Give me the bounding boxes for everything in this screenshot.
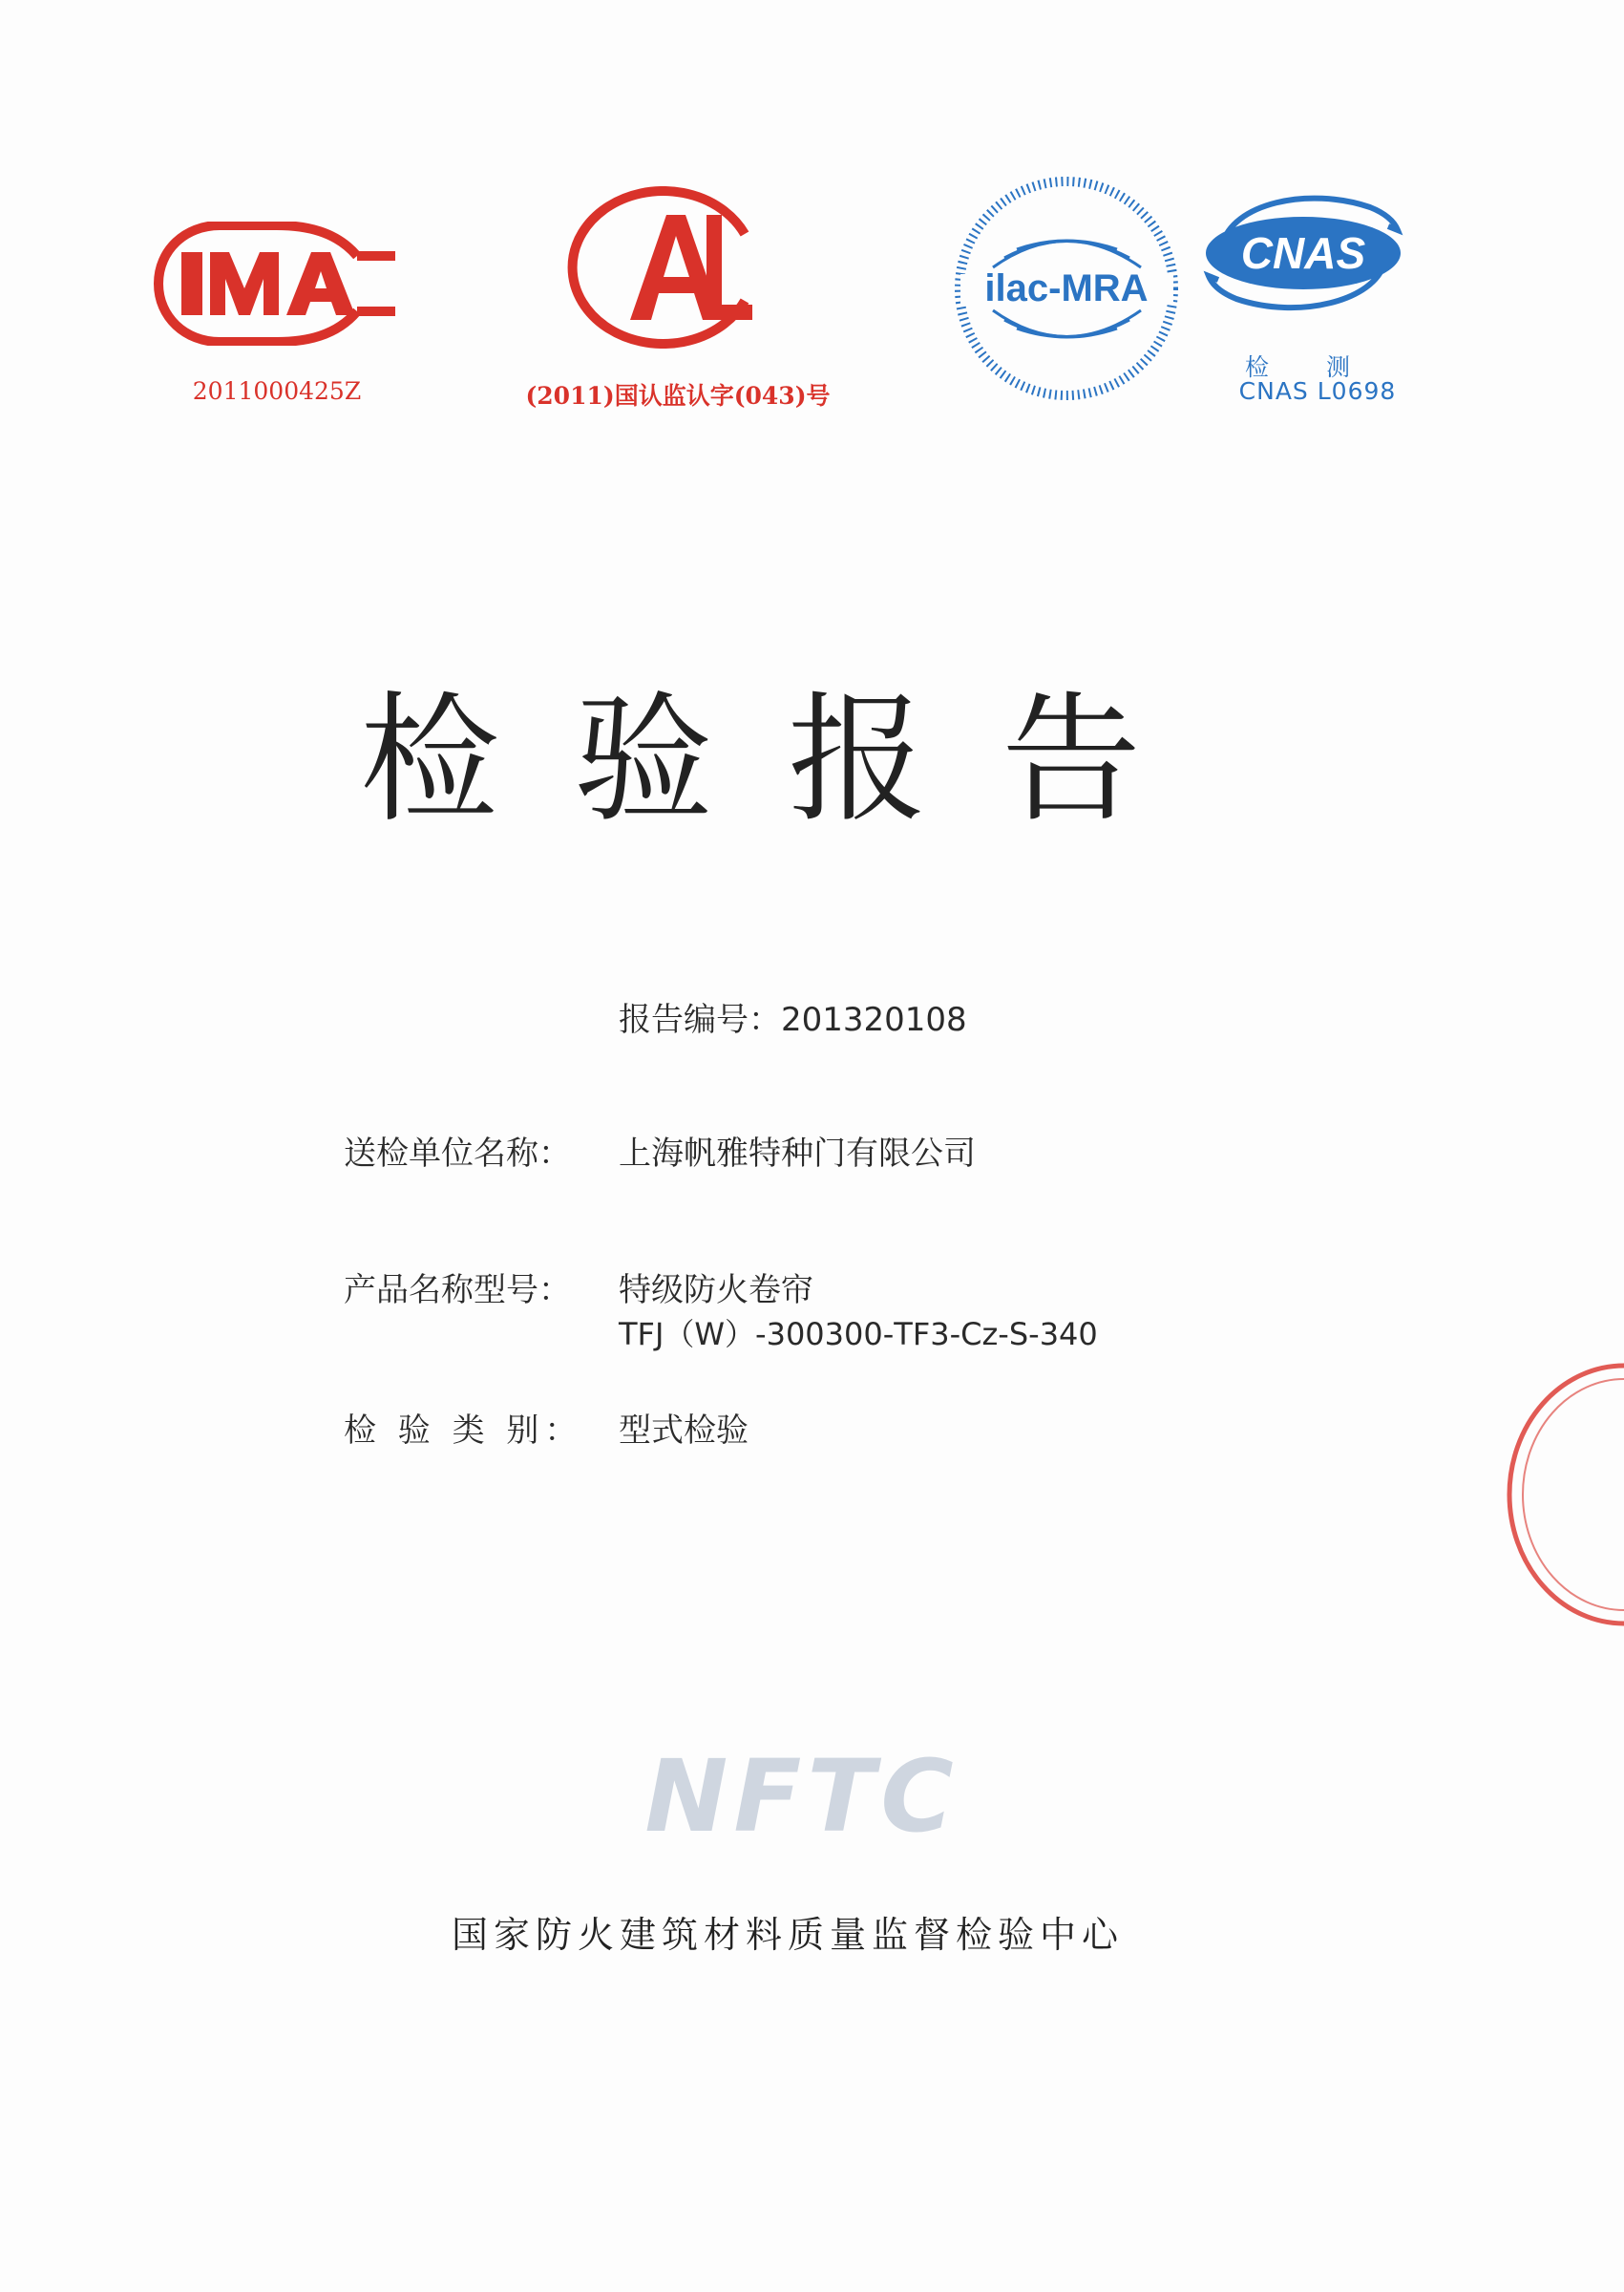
report-number-value: 201320108 xyxy=(781,1001,967,1039)
ilac-mra-logo-icon xyxy=(955,177,1179,401)
nftc-watermark: NFTC xyxy=(644,1738,960,1855)
cal-number: (2011)国认监认字(043)号 xyxy=(525,382,831,410)
test-type-label: 检 验 类 别： xyxy=(344,1411,583,1450)
cnas-code: CNAS L0698 xyxy=(1238,377,1397,405)
product-model: TFJ（W）-300300-TF3-Cz-S-340 xyxy=(619,1316,1098,1352)
client-value: 上海帆雅特种门有限公司 xyxy=(619,1135,976,1173)
report-number-label: 报告编号： xyxy=(619,1001,781,1039)
official-seal-icon xyxy=(1499,1356,1624,1633)
test-type-value: 型式检验 xyxy=(619,1411,749,1450)
cnas-subtitle: 检 测 xyxy=(1245,353,1375,381)
report-number xyxy=(619,993,967,1040)
issuing-organization: 国家防火建筑材料质量监督检验中心 xyxy=(451,1914,1124,1956)
client-label: 送检单位名称： xyxy=(344,1135,571,1173)
product-label: 产品名称型号： xyxy=(344,1271,571,1309)
page-title: 检验报告 xyxy=(360,679,1215,841)
product-name: 特级防火卷帘 xyxy=(619,1271,813,1309)
cma-logo-icon xyxy=(153,222,401,346)
cal-logo-icon xyxy=(563,186,783,349)
svg-text:ilac-MRA: ilac-MRA xyxy=(984,267,1149,309)
cnas-logo-icon xyxy=(1193,186,1413,320)
svg-text:CNAS: CNAS xyxy=(1240,228,1366,278)
cma-number: 2011000425Z xyxy=(192,377,362,405)
